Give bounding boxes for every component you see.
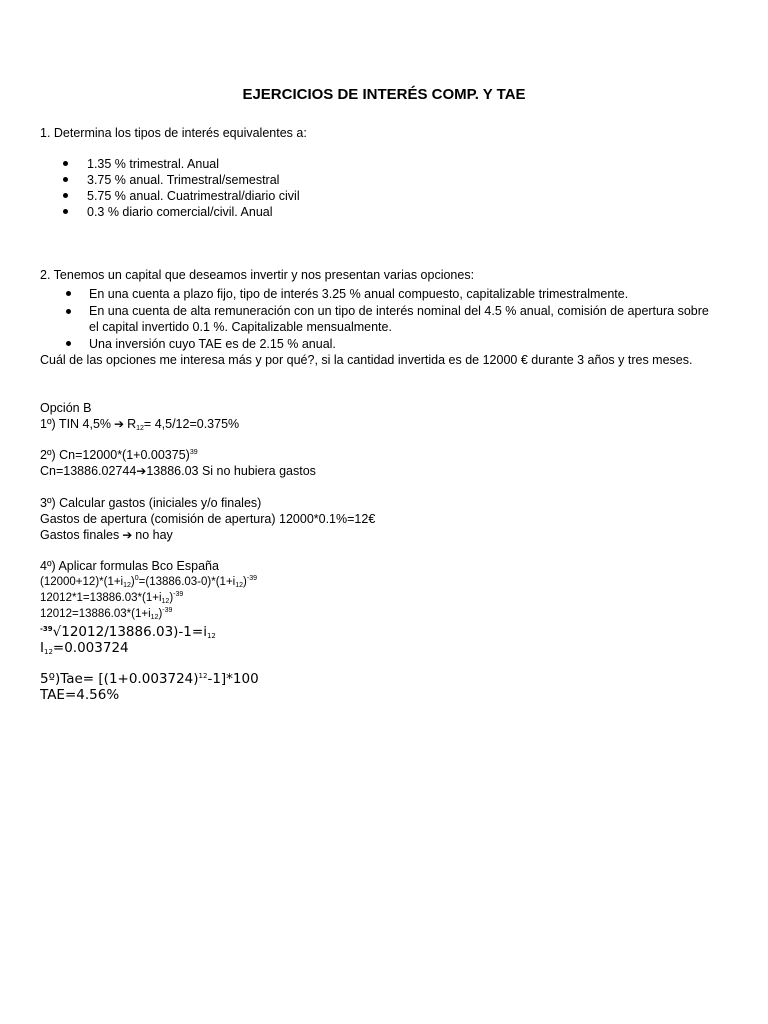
step-4-equation: $(12000+12)*(1+i_{12})^0=(13886.03-0)*(1+i_{12})^{-39}$ (40, 575, 257, 589)
step-4-root-equation: $^{-39}√12012/13886.03)-1=i_{12}$ (40, 624, 216, 640)
bullet-icon (66, 309, 71, 314)
bullet-icon (63, 209, 68, 214)
exercise-1-item: 5.75 % anual. Cuatrimestral/diario civil (87, 189, 300, 203)
step-3-final-fees: Gastos finales ➔ no hay (40, 528, 173, 542)
step-3-line: 3º) Calcular gastos (iniciales y/o finales) (40, 496, 262, 510)
tae-result: TAE=4.56% (40, 687, 120, 703)
exercise-1-item: 3.75 % anual. Trimestral/semestral (87, 173, 280, 187)
step-2-line: 2º) $Cn=12000*(1+0.00375)^{39}$ (40, 448, 198, 462)
solution-heading: Opción B (40, 401, 92, 415)
exercise-2-closing-question: Cuál de las opciones me interesa más y por qué?, si la cantidad invertida es de 12000 € durante 3 años y tres meses. (40, 353, 693, 367)
exercise-2-item-continued: el capital invertido 0.1 %. Capitalizable mensualmente. (89, 320, 392, 334)
bullet-icon (63, 193, 68, 198)
step-4-equation: $12012=13886.03*(1+i_{12})^{-39}$ (40, 607, 173, 621)
step-4-result: $I_{12}=0.003724$ (40, 640, 129, 656)
exercise-2-item: En una cuenta a plazo fijo, tipo de interés 3.25 % anual compuesto, capitalizable trimestralmente. (89, 287, 629, 301)
page-title: EJERCICIOS DE INTERÉS COMP. Y TAE (242, 86, 526, 103)
step-5-line: 5º)Tae= $[(1+0.003724)^{12}-1]*100$ (40, 671, 259, 687)
step-2-result-line: Cn=13886.02744➔13886.03 Si no hubiera gastos (40, 464, 316, 478)
step-3-opening-fees: Gastos de apertura (comisión de apertura) 12000*0.1%=12€ (40, 512, 376, 526)
exercise-2-question: 2. Tenemos un capital que deseamos invertir y nos presentan varias opciones: (40, 268, 475, 282)
step-4-line: 4º) Aplicar formulas Bco España (40, 559, 219, 573)
bullet-icon (66, 341, 71, 346)
step-4-equation: $12012*1=13886.03*(1+i_{12})^{-39}$ (40, 591, 184, 605)
exercise-2-item: Una inversión cuyo TAE es de 2.15 % anual. (89, 337, 336, 351)
exercise-1-item: 1.35 % trimestral. Anual (87, 157, 220, 171)
arrow-right-icon: ➔ (114, 417, 125, 431)
arrow-right-icon: ➔ (122, 528, 133, 542)
bullet-icon (63, 161, 68, 166)
arrow-right-icon: ➔ (136, 464, 147, 478)
step-1-line: 1º) TIN 4,5% ➔ $R_{12}= 4,5/12=0.375\%$ (40, 417, 240, 432)
exercise-1-question: 1. Determina los tipos de interés equivalentes a: (40, 126, 307, 140)
bullet-icon (66, 291, 71, 296)
exercise-1-item: 0.3 % diario comercial/civil. Anual (87, 205, 273, 219)
exercise-2-item: En una cuenta de alta remuneración con un tipo de interés nominal del 4.5 % anual, comisión de apertura sobre (89, 304, 709, 318)
bullet-icon (63, 177, 68, 182)
